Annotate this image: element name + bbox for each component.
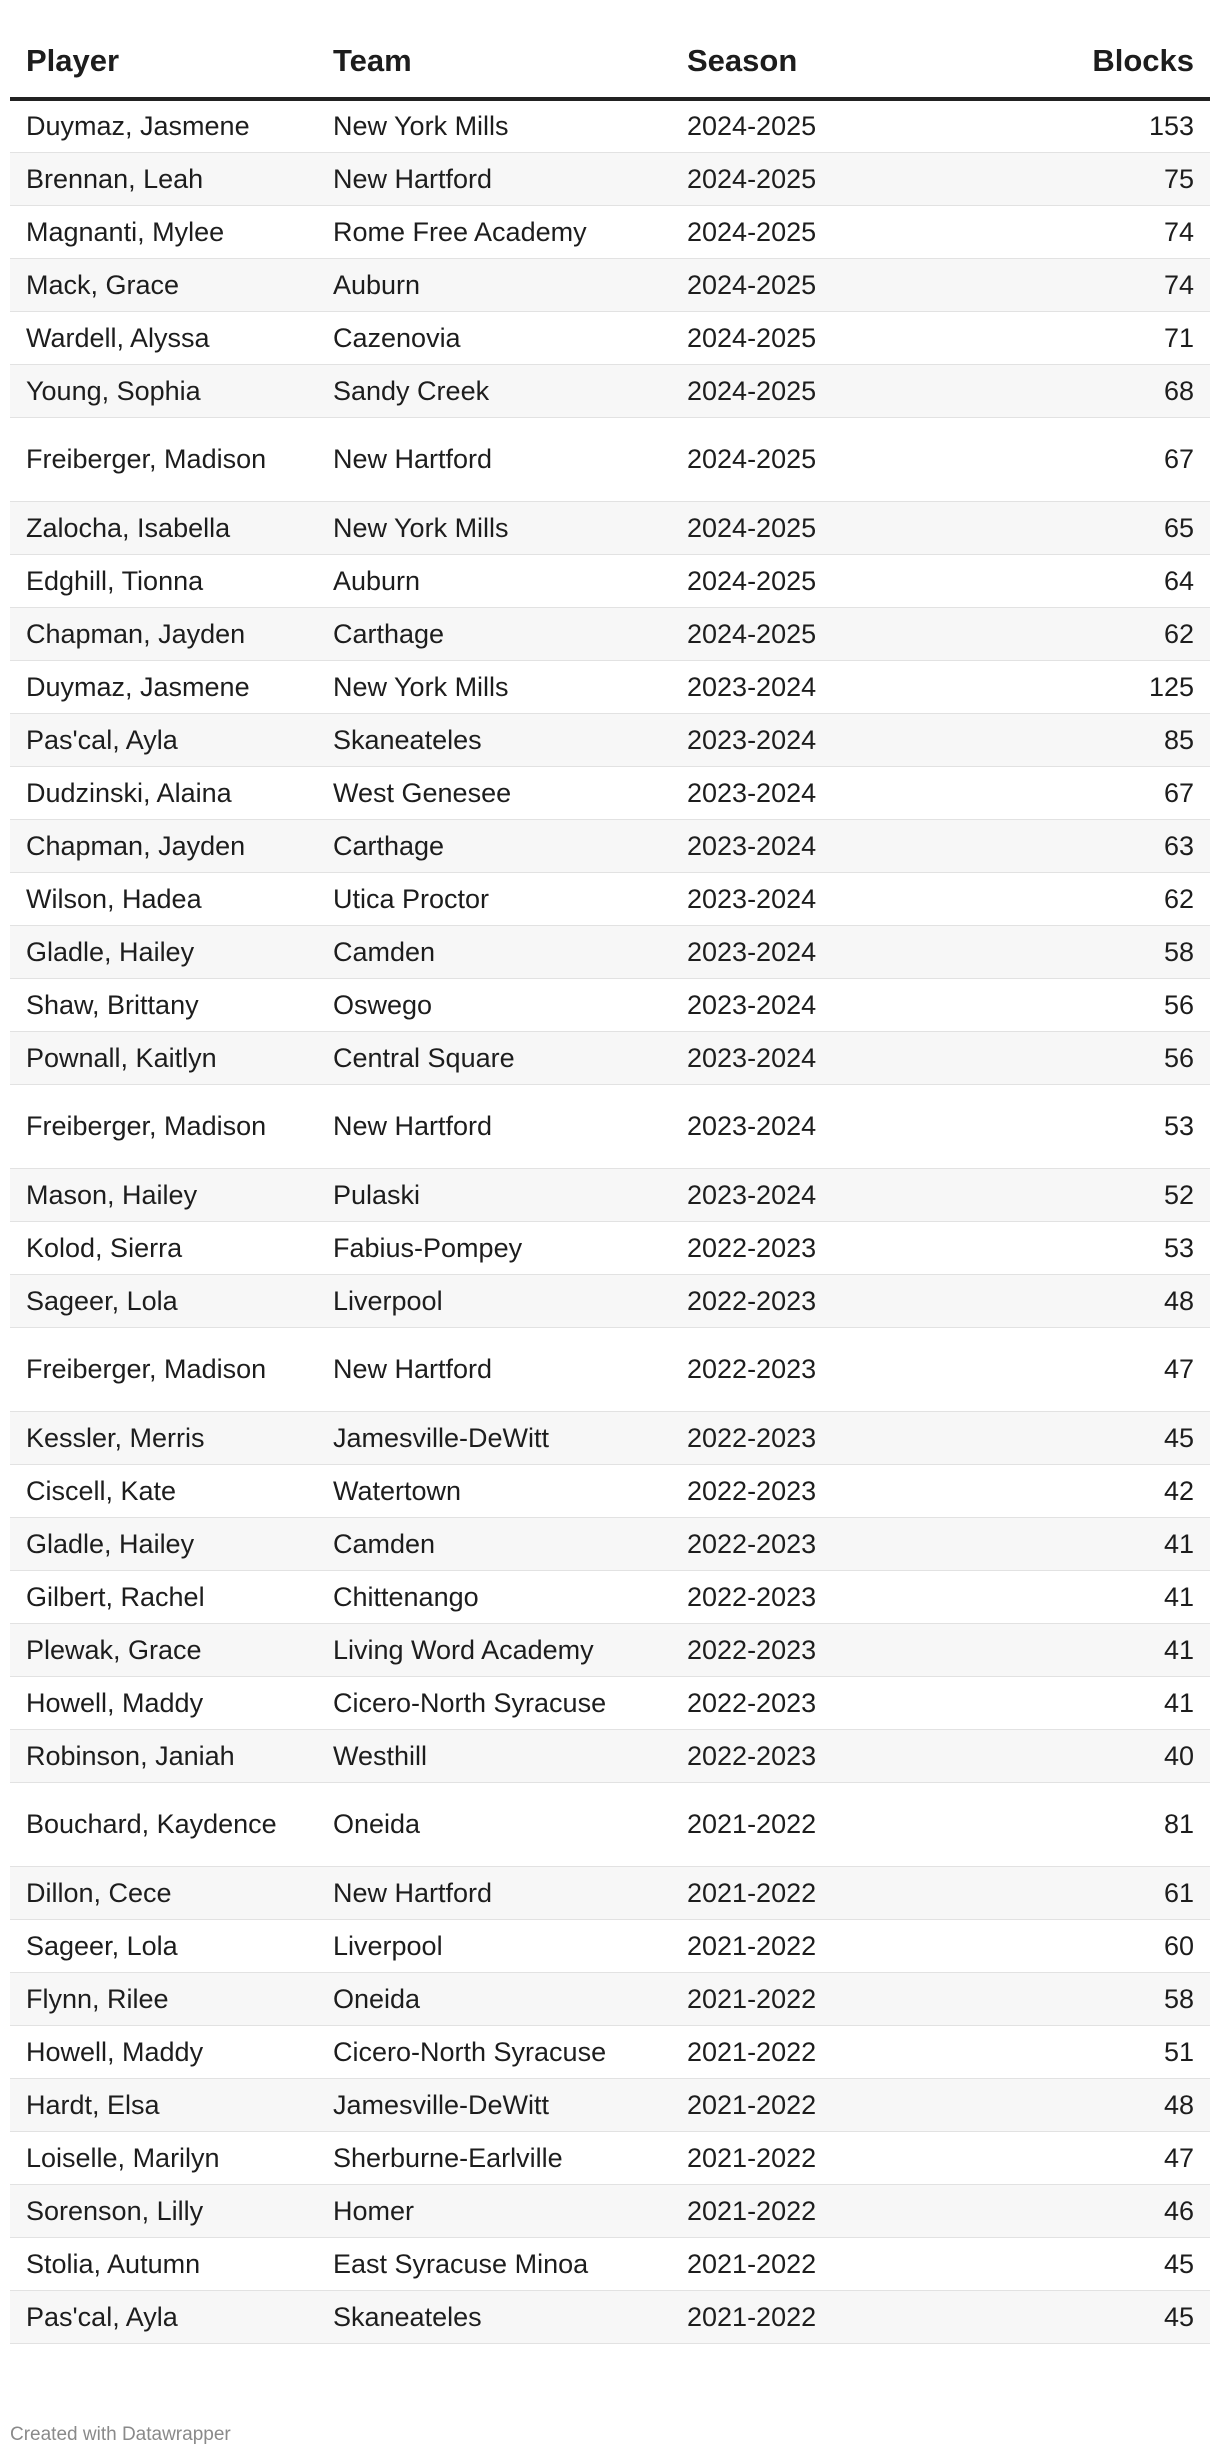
table-row: [10, 925, 1210, 978]
cell-season: 2021-2022: [671, 2131, 945, 2184]
cell-player: Kessler, Merris: [10, 1411, 317, 1464]
cell-player: Hardt, Elsa: [10, 2078, 317, 2131]
cell-player: Pas'cal, Ayla: [10, 2290, 317, 2343]
cell-blocks: 47: [945, 1327, 1210, 1411]
table-row: [10, 1972, 1210, 2025]
cell-blocks: 71: [945, 311, 1210, 364]
column-header-team[interactable]: Team: [317, 0, 671, 99]
cell-player: Duymaz, Jasmene: [10, 99, 317, 152]
table-row: [10, 1168, 1210, 1221]
cell-player: Sageer, Lola: [10, 1274, 317, 1327]
cell-team: New Hartford: [317, 1866, 671, 1919]
table-row: [10, 607, 1210, 660]
cell-player: Young, Sophia: [10, 364, 317, 417]
table-row: [10, 2184, 1210, 2237]
cell-team: Jamesville-DeWitt: [317, 1411, 671, 1464]
cell-season: 2023-2024: [671, 1168, 945, 1221]
table-row: [10, 1411, 1210, 1464]
cell-season: 2022-2023: [671, 1274, 945, 1327]
cell-blocks: 53: [945, 1221, 1210, 1274]
cell-season: 2021-2022: [671, 2184, 945, 2237]
cell-player: Stolia, Autumn: [10, 2237, 317, 2290]
table-header-row: [10, 0, 1210, 99]
cell-blocks: 41: [945, 1517, 1210, 1570]
cell-blocks: 62: [945, 872, 1210, 925]
cell-blocks: 63: [945, 819, 1210, 872]
cell-player: Brennan, Leah: [10, 152, 317, 205]
table-row: [10, 1221, 1210, 1274]
cell-player: Dillon, Cece: [10, 1866, 317, 1919]
cell-blocks: 60: [945, 1919, 1210, 1972]
table-row: [10, 1782, 1210, 1866]
cell-team: East Syracuse Minoa: [317, 2237, 671, 2290]
cell-team: Jamesville-DeWitt: [317, 2078, 671, 2131]
cell-season: 2021-2022: [671, 2237, 945, 2290]
cell-player: Howell, Maddy: [10, 1676, 317, 1729]
cell-team: Westhill: [317, 1729, 671, 1782]
cell-blocks: 41: [945, 1623, 1210, 1676]
cell-blocks: 125: [945, 660, 1210, 713]
cell-season: 2022-2023: [671, 1729, 945, 1782]
cell-blocks: 53: [945, 1084, 1210, 1168]
table-row: [10, 205, 1210, 258]
table-row: [10, 872, 1210, 925]
cell-blocks: 61: [945, 1866, 1210, 1919]
cell-team: New Hartford: [317, 152, 671, 205]
cell-team: Cazenovia: [317, 311, 671, 364]
cell-blocks: 68: [945, 364, 1210, 417]
cell-blocks: 56: [945, 978, 1210, 1031]
cell-blocks: 41: [945, 1676, 1210, 1729]
cell-season: 2023-2024: [671, 925, 945, 978]
column-header-blocks[interactable]: Blocks: [945, 0, 1210, 99]
cell-season: 2022-2023: [671, 1411, 945, 1464]
cell-season: 2022-2023: [671, 1464, 945, 1517]
cell-blocks: 47: [945, 2131, 1210, 2184]
cell-season: 2023-2024: [671, 660, 945, 713]
table-body: [10, 99, 1210, 2343]
cell-blocks: 45: [945, 2237, 1210, 2290]
table-row: [10, 713, 1210, 766]
cell-blocks: 45: [945, 2290, 1210, 2343]
cell-team: New Hartford: [317, 417, 671, 501]
table-row: [10, 1517, 1210, 1570]
cell-blocks: 74: [945, 205, 1210, 258]
cell-team: Auburn: [317, 554, 671, 607]
cell-team: Homer: [317, 2184, 671, 2237]
cell-blocks: 40: [945, 1729, 1210, 1782]
cell-season: 2022-2023: [671, 1570, 945, 1623]
cell-season: 2024-2025: [671, 364, 945, 417]
cell-season: 2023-2024: [671, 819, 945, 872]
table-row: [10, 2025, 1210, 2078]
cell-blocks: 65: [945, 501, 1210, 554]
table-row: [10, 1274, 1210, 1327]
cell-blocks: 81: [945, 1782, 1210, 1866]
cell-blocks: 51: [945, 2025, 1210, 2078]
cell-team: Carthage: [317, 607, 671, 660]
cell-season: 2024-2025: [671, 311, 945, 364]
cell-season: 2021-2022: [671, 2290, 945, 2343]
table-row: [10, 978, 1210, 1031]
cell-team: New York Mills: [317, 501, 671, 554]
cell-player: Sageer, Lola: [10, 1919, 317, 1972]
cell-player: Freiberger, Madison: [10, 1327, 317, 1411]
column-header-season[interactable]: Season: [671, 0, 945, 99]
cell-player: Robinson, Janiah: [10, 1729, 317, 1782]
cell-blocks: 45: [945, 1411, 1210, 1464]
cell-player: Zalocha, Isabella: [10, 501, 317, 554]
table-row: [10, 660, 1210, 713]
cell-season: 2023-2024: [671, 1031, 945, 1084]
cell-player: Gilbert, Rachel: [10, 1570, 317, 1623]
cell-season: 2022-2023: [671, 1327, 945, 1411]
cell-blocks: 75: [945, 152, 1210, 205]
cell-team: New York Mills: [317, 99, 671, 152]
cell-blocks: 56: [945, 1031, 1210, 1084]
cell-blocks: 42: [945, 1464, 1210, 1517]
table-row: [10, 2290, 1210, 2343]
cell-blocks: 74: [945, 258, 1210, 311]
cell-blocks: 62: [945, 607, 1210, 660]
cell-team: Chittenango: [317, 1570, 671, 1623]
table-row: [10, 1623, 1210, 1676]
cell-player: Magnanti, Mylee: [10, 205, 317, 258]
cell-player: Freiberger, Madison: [10, 417, 317, 501]
datawrapper-credit: Created with Datawrapper: [10, 2424, 231, 2445]
cell-team: Rome Free Academy: [317, 205, 671, 258]
cell-team: Auburn: [317, 258, 671, 311]
cell-blocks: 48: [945, 1274, 1210, 1327]
cell-player: Pownall, Kaitlyn: [10, 1031, 317, 1084]
cell-season: 2022-2023: [671, 1517, 945, 1570]
cell-season: 2021-2022: [671, 1866, 945, 1919]
cell-blocks: 85: [945, 713, 1210, 766]
cell-team: West Genesee: [317, 766, 671, 819]
cell-player: Wilson, Hadea: [10, 872, 317, 925]
cell-player: Edghill, Tionna: [10, 554, 317, 607]
table-row: [10, 1464, 1210, 1517]
cell-season: 2023-2024: [671, 766, 945, 819]
cell-blocks: 67: [945, 417, 1210, 501]
cell-team: Skaneateles: [317, 2290, 671, 2343]
cell-season: 2021-2022: [671, 2078, 945, 2131]
table-row: [10, 1031, 1210, 1084]
column-header-player[interactable]: Player: [10, 0, 317, 99]
cell-season: 2024-2025: [671, 554, 945, 607]
table-row: [10, 99, 1210, 152]
cell-season: 2024-2025: [671, 417, 945, 501]
table-row: [10, 1919, 1210, 1972]
cell-player: Mason, Hailey: [10, 1168, 317, 1221]
cell-player: Plewak, Grace: [10, 1623, 317, 1676]
cell-blocks: 153: [945, 99, 1210, 152]
cell-team: Liverpool: [317, 1919, 671, 1972]
cell-season: 2021-2022: [671, 1782, 945, 1866]
cell-player: Freiberger, Madison: [10, 1084, 317, 1168]
table-row: [10, 501, 1210, 554]
cell-season: 2023-2024: [671, 1084, 945, 1168]
cell-player: Bouchard, Kaydence: [10, 1782, 317, 1866]
cell-player: Mack, Grace: [10, 258, 317, 311]
table-row: [10, 417, 1210, 501]
table-row: [10, 1084, 1210, 1168]
table-row: [10, 2078, 1210, 2131]
cell-player: Ciscell, Kate: [10, 1464, 317, 1517]
cell-player: Howell, Maddy: [10, 2025, 317, 2078]
cell-season: 2021-2022: [671, 2025, 945, 2078]
blocks-table: [10, 0, 1210, 2344]
table-row: [10, 2131, 1210, 2184]
cell-player: Wardell, Alyssa: [10, 311, 317, 364]
cell-season: 2024-2025: [671, 152, 945, 205]
table-row: [10, 152, 1210, 205]
table-row: [10, 819, 1210, 872]
table-row: [10, 1729, 1210, 1782]
cell-season: 2022-2023: [671, 1623, 945, 1676]
cell-player: Kolod, Sierra: [10, 1221, 317, 1274]
cell-blocks: 67: [945, 766, 1210, 819]
cell-team: New Hartford: [317, 1084, 671, 1168]
cell-blocks: 64: [945, 554, 1210, 607]
cell-player: Shaw, Brittany: [10, 978, 317, 1031]
table-row: [10, 1866, 1210, 1919]
cell-blocks: 46: [945, 2184, 1210, 2237]
cell-team: Sherburne-Earlville: [317, 2131, 671, 2184]
cell-team: Oneida: [317, 1782, 671, 1866]
table-row: [10, 1327, 1210, 1411]
cell-player: Chapman, Jayden: [10, 819, 317, 872]
cell-season: 2023-2024: [671, 713, 945, 766]
cell-team: Cicero-North Syracuse: [317, 1676, 671, 1729]
table-row: [10, 2237, 1210, 2290]
cell-season: 2024-2025: [671, 99, 945, 152]
table-row: [10, 1570, 1210, 1623]
cell-season: 2022-2023: [671, 1221, 945, 1274]
cell-season: 2021-2022: [671, 1972, 945, 2025]
cell-team: Cicero-North Syracuse: [317, 2025, 671, 2078]
cell-season: 2021-2022: [671, 1919, 945, 1972]
cell-season: 2023-2024: [671, 978, 945, 1031]
cell-team: Living Word Academy: [317, 1623, 671, 1676]
cell-team: Skaneateles: [317, 713, 671, 766]
cell-blocks: 48: [945, 2078, 1210, 2131]
cell-player: Pas'cal, Ayla: [10, 713, 317, 766]
cell-team: Fabius-Pompey: [317, 1221, 671, 1274]
cell-player: Loiselle, Marilyn: [10, 2131, 317, 2184]
cell-blocks: 58: [945, 925, 1210, 978]
cell-team: Camden: [317, 1517, 671, 1570]
cell-player: Dudzinski, Alaina: [10, 766, 317, 819]
cell-season: 2024-2025: [671, 607, 945, 660]
cell-season: 2024-2025: [671, 501, 945, 554]
cell-team: Sandy Creek: [317, 364, 671, 417]
cell-season: 2023-2024: [671, 872, 945, 925]
table-row: [10, 364, 1210, 417]
cell-player: Gladle, Hailey: [10, 925, 317, 978]
table-row: [10, 1676, 1210, 1729]
cell-team: Watertown: [317, 1464, 671, 1517]
cell-team: Pulaski: [317, 1168, 671, 1221]
cell-season: 2024-2025: [671, 258, 945, 311]
cell-blocks: 58: [945, 1972, 1210, 2025]
cell-team: Central Square: [317, 1031, 671, 1084]
cell-player: Chapman, Jayden: [10, 607, 317, 660]
cell-blocks: 52: [945, 1168, 1210, 1221]
cell-player: Flynn, Rilee: [10, 1972, 317, 2025]
cell-player: Gladle, Hailey: [10, 1517, 317, 1570]
cell-season: 2024-2025: [671, 205, 945, 258]
cell-season: 2022-2023: [671, 1676, 945, 1729]
cell-team: Camden: [317, 925, 671, 978]
cell-blocks: 41: [945, 1570, 1210, 1623]
cell-team: New Hartford: [317, 1327, 671, 1411]
table-row: [10, 311, 1210, 364]
cell-team: Oneida: [317, 1972, 671, 2025]
cell-team: New York Mills: [317, 660, 671, 713]
cell-team: Carthage: [317, 819, 671, 872]
table-row: [10, 258, 1210, 311]
cell-team: Utica Proctor: [317, 872, 671, 925]
cell-team: Liverpool: [317, 1274, 671, 1327]
cell-player: Sorenson, Lilly: [10, 2184, 317, 2237]
table-row: [10, 766, 1210, 819]
table-row: [10, 554, 1210, 607]
blocks-table-container: [10, 0, 1210, 2344]
cell-player: Duymaz, Jasmene: [10, 660, 317, 713]
cell-team: Oswego: [317, 978, 671, 1031]
